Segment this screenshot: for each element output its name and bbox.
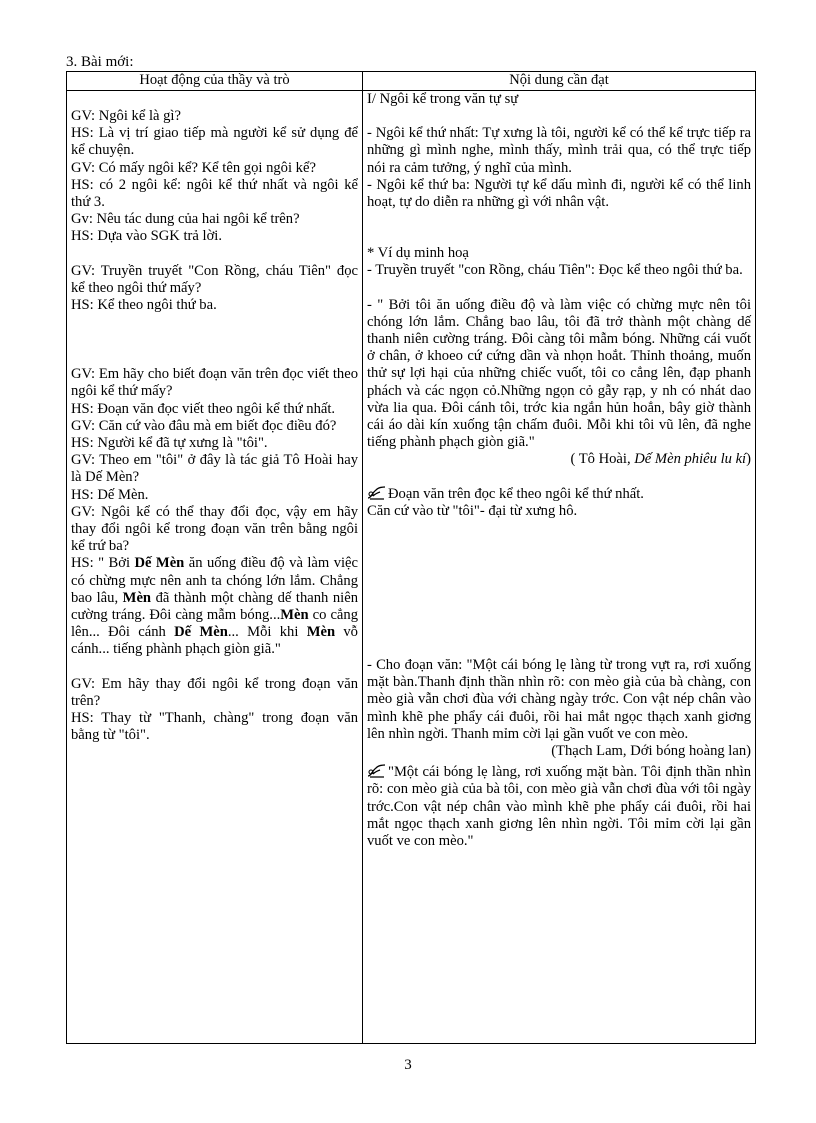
activity-line: HS: có 2 ngôi kể: ngôi kể thứ nhất và ngôi kể thứ 3.: [71, 176, 358, 211]
activity-line: GV: Em hãy thay đổi ngôi kể trong đoạn văn trên?: [71, 675, 358, 709]
header-teacher-student-activity: Hoạt động của thầy và trò: [67, 72, 363, 91]
activity-line: HS: Đoạn văn đọc viết theo ngôi kể thứ nhất.: [71, 400, 336, 417]
activity-line: GV: Truyền truyết "Con Rồng, cháu Tiên" đọc kể theo ngôi thứ mấy?: [71, 262, 358, 296]
table-body-row: [67, 91, 756, 1044]
page-number: 3: [404, 1057, 412, 1073]
activity-line: GV: Ngôi kể có thể thay đổi đọc, vậy em hãy thay đổi ngôi kể trong đoạn văn trên bằng ngôi kể trứ ba?: [71, 503, 358, 555]
activity-block: [71, 366, 358, 555]
table-header-row: [67, 72, 756, 91]
activity-block: [71, 676, 358, 745]
activity-line: HS: Người kể đã tự xưng là "tôi".: [71, 435, 268, 452]
activity-block: [71, 263, 358, 315]
activity-column: [67, 91, 363, 1044]
answer-1: Đoạn văn trên đọc kể theo ngôi kể thứ nhất.: [367, 486, 751, 503]
activity-line: GV: Căn cứ vào đâu mà em biết đọc điều đó?: [71, 417, 337, 434]
content-line: - Ngôi kể thứ ba: Người tự kể dấu mình đi, người kể có thể linh hoạt, tự do diễn ra những gì với nhân vật.: [367, 176, 751, 211]
content-block: [367, 125, 751, 211]
answer-3: "Một cái bóng lẹ làng, rơi xuống mặt bàn. Tôi định thần nhìn rõ: con mèo già của bà tôi, con mèo già vẫn chơi đùa với tôi ngày trớc.Con vật nép chân vào mình khẽ phe phẩy cái đuôi, rồi hai mắt ngọc thạch xanh giơng lên nhìn ngời. Tôi mỉm cời lại gần vuốt ve con mèo.": [367, 764, 751, 850]
example-1: - Truyền truyết "con Rồng, cháu Tiên": Đọc kể theo ngôi thứ ba.: [367, 262, 743, 279]
quote-1: - " Bởi tôi ăn uống điều độ và làm việc có chừng mực nên tôi chóng lớn lắm. Chẳng bao lâu, tôi đã trở thành một chàng dế thanh niên cường tráng. Đôi càng tôi mẫm bóng. Những cái vuốt ở chân, ở khoeo cứ cứng dần và nhọn hoắt. Thỉnh thoảng, muốn thử sự lợi hại của những chiếc vuốt, tôi co cẳng lên, đạp phanh phách và các ngọn cỏ.Những ngọn cỏ gẫy rạp, y nh có nhát dao vừa lia qua. Đôi cánh tôi, trớc kia ngắn hủn hoẳn, bây giờ thành cái áo dài kín xuống tận chấm đuôi. Mỗi khi tôi vũ lên, đã nghe tiếng phành phạch giòn giã.": [367, 296, 751, 451]
content-section-title: I/ Ngôi kể trong văn tự sự: [367, 91, 519, 107]
header-required-content: Nội dung cần đạt: [363, 72, 756, 91]
source-1: ( Tô Hoài, Dế Mèn phiêu lu kí): [570, 451, 751, 468]
activity-line: HS: Dựa vào SGK trả lời.: [71, 228, 223, 245]
activity-line: HS: Là vị trí giao tiếp mà người kể sử dụng để kể chuyện.: [71, 125, 358, 159]
content-column: [363, 91, 756, 1044]
activity-line: GV: Em hãy cho biết đoạn văn trên đọc viết theo ngôi kể thứ mấy?: [71, 366, 358, 400]
source-2: (Thạch Lam, Dới bóng hoàng lan): [551, 743, 751, 760]
quote-2: - Cho đoạn văn: "Một cái bóng lẹ làng từ trong vựt ra, rơi xuống mặt bàn.Thanh định thần nhìn rõ: con mèo già của bà chàng, con mèo già vẫn chơi đùa với chàng ngày trớc. Con vật nép chân vào mình khẽ phe phẩy cái đuôi, rồi hai mắt ngọc thạch xanh giơng lên nhìn ngời. Thanh mỉm cời lại gần vuốt ve con mèo.: [367, 657, 751, 742]
writing-hand-icon: [367, 764, 387, 778]
activity-line: GV: Ngôi kể là gì?: [71, 108, 181, 124]
example-title: * Ví dụ minh hoạ: [367, 245, 469, 262]
content-line: - Ngôi kể thứ nhất: Tự xưng là tôi, người kể có thể kể trực tiếp ra những gì mình nghe, mình thấy, mình trải qua, có thể trực tiếp nói ra cảm tưởng, ý nghĩ của mình.: [367, 125, 751, 176]
writing-hand-icon: [367, 486, 387, 500]
activity-line: HS: Dế Mèn.: [71, 486, 149, 503]
activity-line: HS: Kể theo ngôi thứ ba.: [71, 297, 217, 314]
activity-line: GV: Theo em "tôi" ở đây là tác giả Tô Hoài hay là Dế Mèn?: [71, 452, 358, 486]
activity-line: Gv: Nêu tác dung của hai ngôi kể trên?: [71, 211, 300, 228]
activity-line: HS: Thay từ "Thanh, chàng" trong đoạn văn bằng từ "tôi".: [71, 710, 358, 744]
activity-block: [71, 108, 358, 246]
section-heading: 3. Bài mới:: [66, 54, 134, 70]
rewritten-passage: HS: " Bởi Dế Mèn ăn uống điều độ và làm việc có chừng mực nên anh ta chóng lớn lắm. Chẳng bao lâu, Mèn đã thành một chàng dế thanh niên cường tráng. Đôi càng mẫm bóng...Mèn co cẳng lên... Đôi cánh Dế Mèn... Mỗi khi Mèn vỗ cánh... tiếng phành phạch giòn giã.": [71, 555, 359, 658]
answer-2: Căn cứ vào từ "tôi"- đại từ xưng hô.: [367, 502, 578, 519]
lesson-table: [66, 71, 756, 1044]
activity-line: GV: Có mấy ngôi kể? Kể tên gọi ngôi kể?: [71, 159, 316, 176]
